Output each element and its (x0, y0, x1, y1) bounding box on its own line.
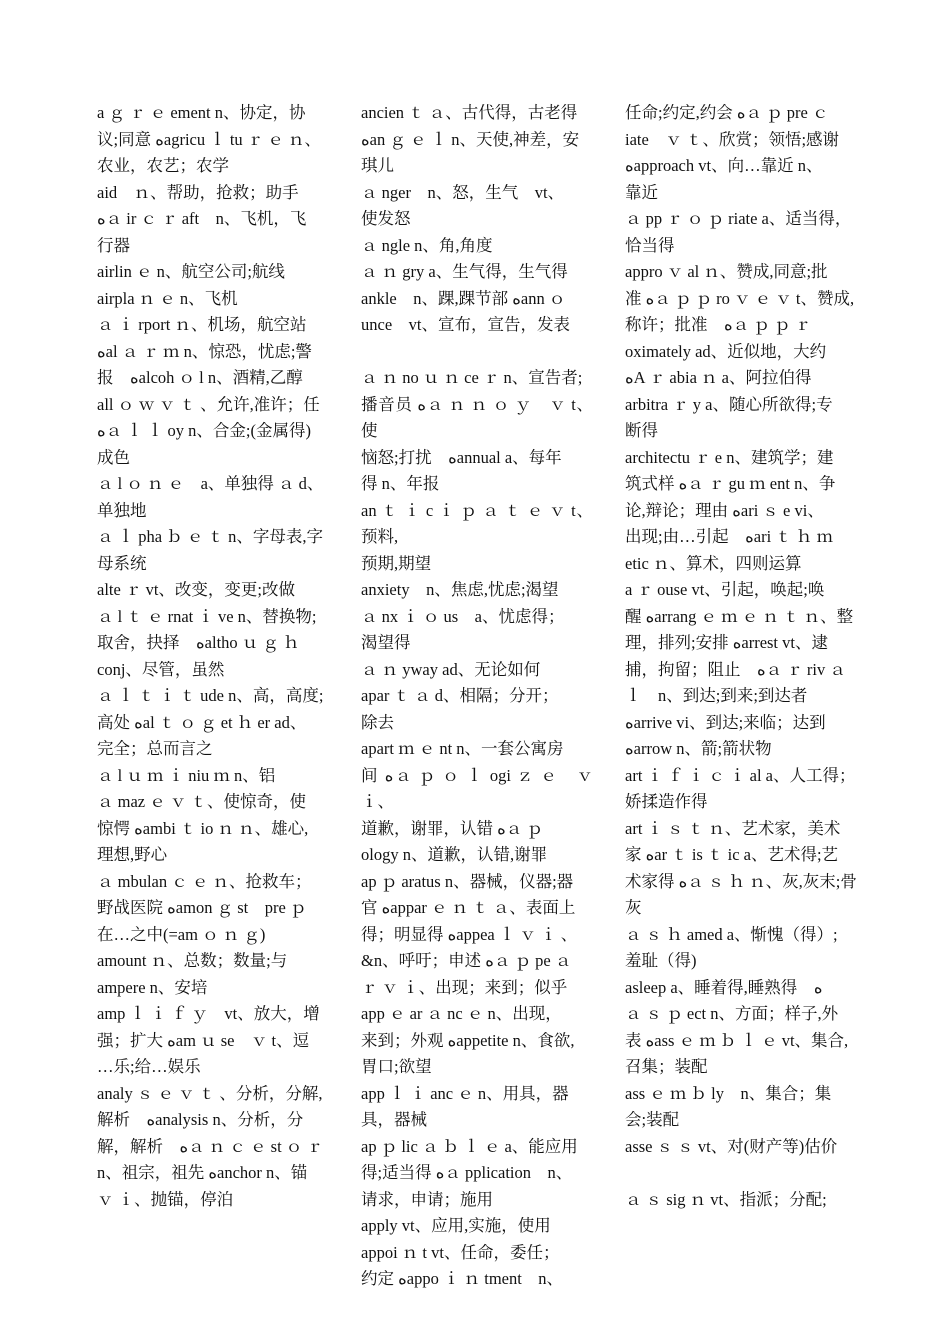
text-line: alte ｒ vt、改变，变更;改做 (97, 580, 295, 599)
text-line: 得；明显得 ﻩappea ｌ ｖ ｉ 、 (361, 924, 578, 944)
text-line: anxiety n、焦虑,忧虑;渴望 (361, 580, 559, 599)
text-line: amount ｎ、总数；数量;与 (97, 951, 288, 970)
text-line: ﻩal ａ ｒ ｍ n、惊恐，忧虑;警 (97, 341, 312, 361)
text-line: n、祖宗，祖先 ﻩanchor n、锚 (97, 1163, 308, 1182)
text-column-1 (97, 100, 329, 1240)
text-line: 强；扩大 ﻩam ｕ se ｖ t、逗 (97, 1030, 310, 1050)
text-line: ｒ ｖ ｉ、出现；来到；似乎 (361, 977, 568, 997)
text-line: 渴望得 (361, 633, 411, 652)
text-line: 得 n、年报 (361, 474, 440, 493)
text-line: 琪儿 (361, 156, 394, 175)
text-line: apart ｍ ｅ nt n、一套公寓房 (361, 739, 564, 758)
text-line: asleep a、睡着得,睡熟得 ﻩ (625, 977, 823, 997)
text-line: 农业，农艺；农学 (97, 156, 229, 175)
text-line: all ｏ ｗ ｖ ｔ 、允许,准许；任 (97, 394, 320, 414)
text-line: ａ ｌ ｔ ｉ ｔ ude n、高，高度; (97, 686, 324, 705)
text-line: ａ mbulan ｃ ｅ ｎ、抢救车； (97, 871, 312, 891)
text-line: conj、尽管，虽然 (97, 659, 225, 679)
text-line: 理想,野心 (97, 845, 168, 864)
text-line: ａ nx ｉ ｏ us a、忧虑得； (361, 606, 565, 626)
text-line: 家 ﻩar ｔ is ｔ ic a、艺术得;艺 (625, 845, 839, 864)
text-line: 理，排列;安排 ﻩarrest vt、逮 (625, 633, 828, 652)
text-line: 解，解析 ﻩａ ｎ ｃ ｅ st ｏ ｒ (97, 1136, 323, 1156)
text-line: ａ l ｔ ｅ rnat ｉ ve n、替换物; (97, 606, 317, 626)
text-line: 醒 ﻩarrang ｅ ｍ ｅ ｎ ｔ ｎ、整 (625, 606, 854, 626)
text-line: ﻩarrow n、箭;箭状物 (625, 739, 772, 758)
text-line: 解析 ﻩanalysis n、分析，分 (97, 1110, 304, 1129)
text-line: 胃口;欲望 (361, 1057, 432, 1076)
text-line: &n、呼吁；申述 ﻩａ ｐ pe ａ (361, 951, 572, 970)
text-line: 论,辩论；理由 ﻩari ｓ e vi、 (625, 500, 824, 520)
text-line: ﻩarrive vi、到达;来临；达到 (625, 712, 826, 732)
text-line: ﻩａ ir ｃ ｒ aft n、飞机，飞 (97, 209, 307, 228)
text-line: 播音员 ﻩａ ｎ ｎ ｏ ｙ ｖ t、使 (361, 394, 593, 440)
text-line: amp ｌ ｉ ｆ ｙ vt、放大，增 (97, 1004, 320, 1023)
text-column-3 (625, 100, 857, 1240)
text-line: 筑式样 ﻩａ ｒ gu ｍ ent n、争 (625, 474, 836, 493)
text-line: ｌ n、到达;到来;到达者 (625, 686, 808, 705)
text-line: a ｒ ouse vt、引起，唤起;唤 (625, 580, 825, 599)
text-line: appoi ｎ t vt、任命，委任； (361, 1242, 560, 1262)
text-line: app ｅ ar ａ nc ｅ n、出现， (361, 1004, 562, 1023)
text-line: 成色 (97, 447, 130, 467)
text-line: 召集；装配 (625, 1057, 708, 1076)
text-line: 靠近 (625, 182, 658, 202)
text-line: ａ ngle n、角,角度 (361, 235, 493, 255)
text-line: apar ｔ ａ d、相隔；分开； (361, 686, 559, 705)
text-line: 术家得 ﻩａ ｓ ｈ ｎ、灰,灰末;骨 (625, 871, 857, 891)
text-line: appro ｖ al ｎ、赞成,同意;批 (625, 262, 828, 281)
text-line: ap ｐ aratus n、器械，仪器;器 (361, 871, 574, 891)
text-line: ology n、道歉，认错,谢罪 (361, 845, 548, 864)
text-line: 行器 (97, 235, 130, 255)
text-line: iate ｖ ｔ、欣赏；领悟;感谢 (625, 129, 840, 149)
text-line: ﻩａ ｌ ｌ oy n、合金;(金属得) (97, 421, 311, 440)
text-line: art ｉ ｆ ｉ ｃ ｉ al a、人工得； (625, 765, 856, 785)
text-line: 称许；批准 ﻩａ ｐ ｐ ｒ (625, 315, 812, 334)
text-line: 捕，拘留；阻止 ﻩａ ｒ riv ａ (625, 659, 846, 679)
text-line: …乐;给…娱乐 (97, 1057, 201, 1076)
text-line: ａ ｉ rport ｎ、机场，航空站 (97, 315, 307, 334)
text-line: 官 ﻩappar ｅ ｎ ｔ ａ、表面上 (361, 898, 576, 917)
text-line: 表 ﻩass ｅ ｍ ｂ ｌ ｅ vt、集合, (625, 1030, 849, 1050)
text-line: ａ l ｕ ｍ ｉ niu ｍ n、铝 (97, 765, 276, 785)
text-line: 使发怒 (361, 209, 411, 228)
text-line: 约定 ﻩappo ｉ ｎ tment n、 (361, 1269, 564, 1288)
text-line: 在…之中(=am ｏ ｎ ｇ) (97, 924, 266, 944)
text-line: aid ｎ、帮助，抢救；助手 (97, 182, 299, 202)
text-line: ankle n、踝,踝节部 ﻩann ｏ (361, 288, 566, 308)
text-line: arbitra ｒ y a、随心所欲得;专 (625, 394, 833, 414)
text-line: 会;装配 (625, 1110, 680, 1129)
text-line: asse ｓ ｓ vt、对(财产等)估价 (625, 1136, 838, 1156)
text-line: ampere n、安培 (97, 977, 208, 997)
text-line: ass ｅ ｍ ｂ ly n、集合；集 (625, 1083, 832, 1103)
text-line: 间 ﻩａ ｐ ｏ ｌ ogi ｚ ｅ ｖ ｉ、 (361, 765, 593, 811)
text-line: 除去 (361, 712, 394, 732)
text-line: 来到；外观 ﻩappetite n、食欲, (361, 1030, 575, 1050)
text-line: 高处 ﻩal ｔ ｏ ｇ et ｈ er ad、 (97, 712, 307, 732)
text-line: ap ｐ lic ａ ｂ ｌ ｅ a、能应用 (361, 1136, 578, 1156)
text-line: 报 ﻩalcoh ｏ l n、酒精,乙醇 (97, 368, 303, 387)
text-line: a ｇ ｒ ｅ ement n、协定，协 (97, 103, 306, 122)
text-line: 预期,期望 (361, 553, 432, 573)
text-line: ａ ｓ sig ｎ vt、指派；分配; (625, 1189, 827, 1209)
text-line: 议;同意 ﻩagricu ｌ tu ｒ ｅ ｎ、 (97, 129, 322, 149)
text-line: oximately ad、近似地，大约 (625, 341, 827, 361)
text-line: 恼怒;打扰 ﻩannual a、每年 (361, 447, 562, 467)
text-line: 恰当得 (625, 235, 675, 255)
text-line: an ｔ ｉ c ｉ ｐ ａ ｔ ｅ ｖ t、预料, (361, 500, 593, 546)
text-line: ａ ｎ no ｕ ｎ ce ｒ n、宣告者; (361, 368, 583, 387)
text-line: airlin ｅ n、航空公司;航线 (97, 262, 285, 281)
text-line: airpla ｎ ｅ n、飞机 (97, 288, 238, 308)
text-line: 母系统 (97, 553, 147, 573)
text-line: ａ maz ｅ ｖ ｔ、使惊奇，使 (97, 792, 306, 811)
text-line: ａ nger n、怒，生气 vt、 (361, 182, 565, 202)
text-line: apply vt、应用,实施，使用 (361, 1216, 551, 1235)
text-line: 野战医院 ﻩamon ｇ st pre ｐ (97, 898, 307, 917)
text-line (625, 1160, 857, 1187)
text-line: art ｉ ｓ ｔ ｎ、艺术家，美术 (625, 818, 841, 838)
text-line: 娇揉造作得 (625, 792, 708, 811)
text-line: ancien ｔ ａ、古代得，古老得 (361, 103, 578, 122)
text-line: ａ ｓ ｈ amed a、惭愧（得）; (625, 924, 838, 944)
text-line: 出现;由…引起 ﻩari ｔ ｈ ｍ (625, 527, 834, 546)
text-line: app ｌ ｉ anc ｅ n、用具，器 (361, 1083, 569, 1103)
text-line: 灰 (625, 898, 642, 917)
text-line: 具，器械 (361, 1110, 427, 1129)
text-line: 任命;约定,约会 ﻩａ ｐ pre ｃ (625, 103, 829, 122)
text-line: 断得 (625, 421, 658, 440)
text-line: ａ l ｏ ｎ ｅ a、单独得 ａ d、 (97, 474, 324, 493)
text-line: ﻩan ｇ ｅ ｌ n、天使,神差，安 (361, 129, 580, 149)
text-line: analy ｓ ｅ ｖ ｔ 、分析，分解, (97, 1083, 323, 1103)
text-line: 得;适当得 ﻩａ pplication n、 (361, 1163, 573, 1182)
text-line: ａ pp ｒ ｏ ｐ riate a、适当得， (625, 209, 852, 228)
text-line (361, 339, 593, 366)
text-line: etic ｎ、算术，四则运算 (625, 553, 802, 573)
text-line: ﻩapproach vt、向…靠近 n、 (625, 156, 823, 175)
text-line: ａ ｎ yway ad、无论如何 (361, 659, 541, 679)
text-line: 道歉，谢罪，认错 ﻩａ ｐ (361, 818, 543, 838)
text-line: 单独地 (97, 500, 147, 520)
text-line: 准 ﻩａ ｐ ｐ ro ｖ ｅ ｖ t、赞成, (625, 288, 855, 308)
text-line: 请求，申请；施用 (361, 1189, 493, 1209)
text-column-2 (361, 100, 593, 1288)
text-line: ａ ｌ pha ｂ ｅ ｔ n、字母表,字 (97, 527, 323, 546)
text-line: 取舍，抉择 ﻩaltho ｕ ｇ ｈ (97, 633, 300, 652)
text-line: ﻩA ｒ abia ｎ a、阿拉伯得 (625, 368, 812, 387)
text-line: ａ ｎ gry a、生气得，生气得 (361, 262, 568, 281)
text-line: 羞耻（得) (625, 951, 697, 970)
text-line: architectu ｒ e n、建筑学；建 (625, 447, 834, 467)
text-line: 完全；总而言之 (97, 739, 213, 758)
text-line: ａ ｓ ｐ ect n、方面；样子,外 (625, 1004, 839, 1023)
text-line: 惊愕 ﻩambi ｔ io ｎ ｎ、雄心, (97, 818, 309, 838)
text-line: ｖ ｉ、抛锚，停泊 (97, 1189, 234, 1209)
text-line: unce vt、宣布，宣告，发表 (361, 315, 570, 334)
